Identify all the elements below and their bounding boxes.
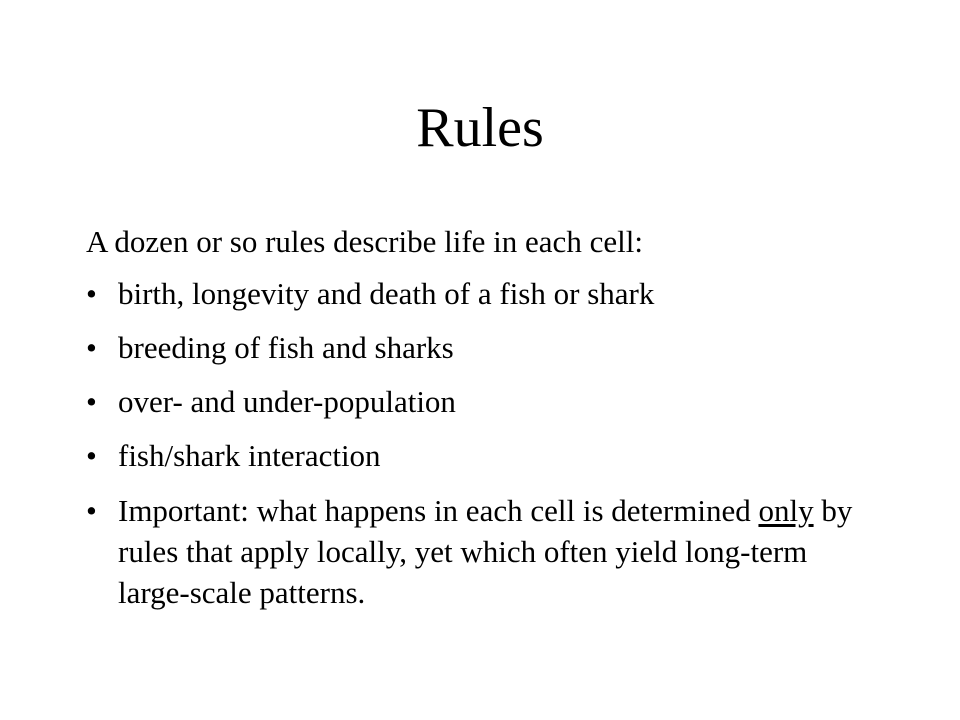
bullet-marker: • [86,493,97,528]
important-text-after: by rules that apply locally, yet which often yield long-term large-scale patterns. [118,493,853,610]
bullet-text: fish/shark interaction [118,438,381,473]
bullet-marker: • [86,438,97,473]
bullet-item [86,436,886,476]
bullet-marker: • [86,276,97,311]
important-underlined-word: only [758,493,814,528]
bullet-item [86,274,886,314]
intro-text: A dozen or so rules describe life in each cell: [86,224,643,259]
bullet-text: over- and under-population [118,384,456,419]
important-text-before: Important: what happens in each cell is determined [118,493,759,528]
bullet-item-important [86,490,886,613]
bullet-item [86,382,886,422]
bullet-list [86,274,886,627]
bullet-marker: • [86,330,97,365]
bullet-text: breeding of fish and sharks [118,330,454,365]
slide-title: Rules [416,97,544,159]
bullet-item [86,328,886,368]
bullet-text: birth, longevity and death of a fish or shark [118,276,655,311]
bullet-marker: • [86,384,97,419]
